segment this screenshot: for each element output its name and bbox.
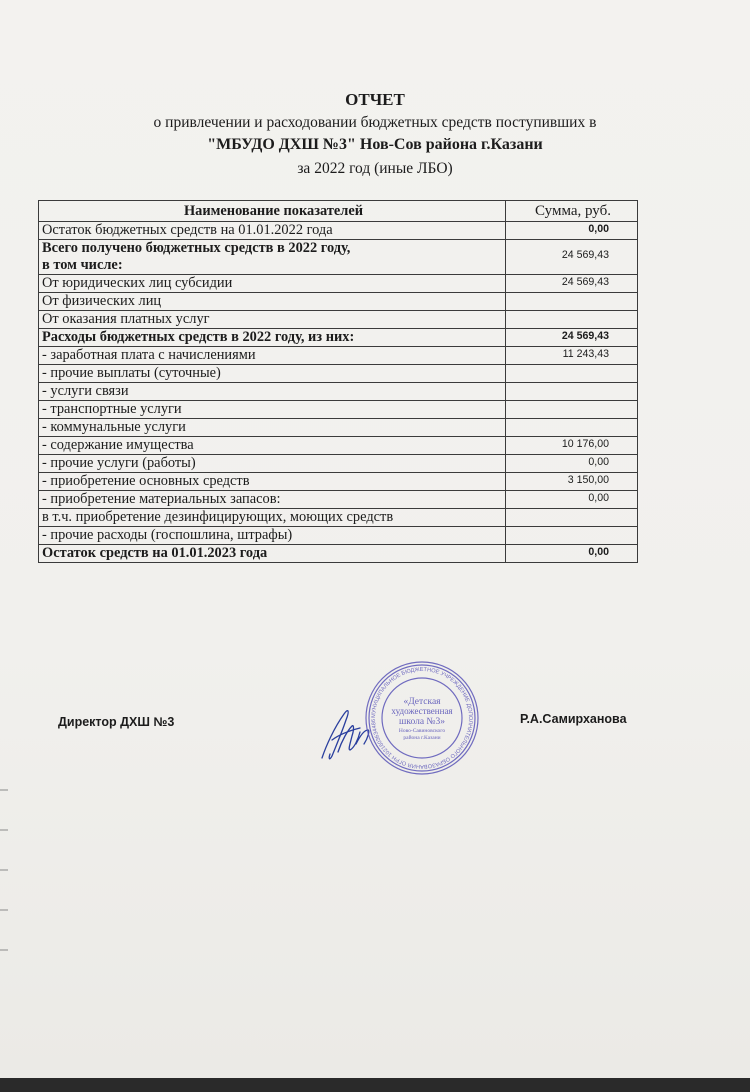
column-header-name: Наименование показателей: [39, 201, 506, 222]
row-value: [506, 527, 638, 545]
row-value: 24 569,43: [506, 329, 638, 347]
stamp-line2: художественная: [391, 706, 453, 716]
table-row: [39, 347, 638, 365]
row-value: [506, 311, 638, 329]
row-value: [506, 509, 638, 527]
stamp-line1: «Детская: [403, 697, 441, 707]
organization-stamp: [362, 658, 482, 778]
signer-name: Р.А.Самирханова: [520, 712, 627, 726]
report-title: ОТЧЕТ: [345, 90, 405, 109]
row-value: 0,00: [506, 222, 638, 240]
row-value: [506, 383, 638, 401]
director-label: Директор ДХШ №3: [58, 715, 175, 729]
table-row: [39, 401, 638, 419]
row-label-line2: в том числе:: [42, 257, 123, 273]
table-header-row: [39, 201, 638, 222]
row-value: [506, 401, 638, 419]
table-row: [39, 545, 638, 563]
row-value: 10 176,00: [506, 437, 638, 455]
table-row: [39, 365, 638, 383]
stamp-line4: Ново-Савиновского: [398, 728, 446, 734]
row-label: От оказания платных услуг: [39, 311, 506, 329]
table-row: [39, 240, 638, 275]
row-value: 24 569,43: [506, 240, 638, 275]
row-value: 0,00: [506, 491, 638, 509]
row-value: 24 569,43: [506, 275, 638, 293]
stamp-line5: района г.Казани: [403, 735, 441, 741]
report-table: [38, 200, 638, 563]
row-label: - прочие услуги (работы): [39, 455, 506, 473]
row-label: Остаток бюджетных средств на 01.01.2022 года: [39, 222, 506, 240]
row-label-line1: Всего получено бюджетных средств в 2022 году,: [42, 240, 351, 256]
table-row: [39, 455, 638, 473]
table-row: [39, 383, 638, 401]
row-value: 3 150,00: [506, 473, 638, 491]
margin-marks: [0, 770, 10, 970]
table-row: [39, 473, 638, 491]
desk-edge: [0, 1078, 750, 1092]
row-label: От юридических лиц субсидии: [39, 275, 506, 293]
row-value: [506, 365, 638, 383]
report-period: за 2022 год (иные ЛБО): [297, 160, 453, 177]
stamp-ring-text: МУНИЦИПАЛЬНОЕ БЮДЖЕТНОЕ УЧРЕЖДЕНИЕ ДОПОЛНИТЕЛЬНОГО ОБРАЗОВАНИЯ ОГРН 1021603634486: [370, 666, 474, 770]
row-label: - прочие выплаты (суточные): [39, 365, 506, 383]
row-label: [39, 240, 506, 275]
table-row: [39, 437, 638, 455]
row-label: - приобретение основных средств: [39, 473, 506, 491]
table-row: [39, 527, 638, 545]
report-subtitle: о привлечении и расходовании бюджетных средств поступивших в: [153, 114, 597, 131]
row-label: - коммунальные услуги: [39, 419, 506, 437]
table-row: [39, 311, 638, 329]
row-value: [506, 293, 638, 311]
row-value: 0,00: [506, 545, 638, 563]
row-label: - приобретение материальных запасов:: [39, 491, 506, 509]
row-label: - содержание имущества: [39, 437, 506, 455]
table-row: [39, 509, 638, 527]
row-value: 11 243,43: [506, 347, 638, 365]
row-label: в т.ч. приобретение дезинфицирующих, моющих средств: [39, 509, 506, 527]
organization-name: "МБУДО ДХШ №3" Нов-Сов района г.Казани: [207, 136, 543, 153]
row-label: Остаток средств на 01.01.2023 года: [39, 545, 506, 563]
row-label: - заработная плата с начислениями: [39, 347, 506, 365]
row-label: - прочие расходы (госпошлина, штрафы): [39, 527, 506, 545]
table-row: [39, 275, 638, 293]
row-label: - транспортные услуги: [39, 401, 506, 419]
row-value: [506, 419, 638, 437]
table-row: [39, 222, 638, 240]
column-header-sum: Сумма, руб.: [506, 201, 638, 222]
row-value: 0,00: [506, 455, 638, 473]
row-label: Расходы бюджетных средств в 2022 году, из них:: [39, 329, 506, 347]
row-label: - услуги связи: [39, 383, 506, 401]
stamp-line3: школа №3»: [399, 717, 445, 727]
table-row: [39, 329, 638, 347]
table-row: [39, 491, 638, 509]
table-row: [39, 419, 638, 437]
row-label: От физических лиц: [39, 293, 506, 311]
table-row: [39, 293, 638, 311]
